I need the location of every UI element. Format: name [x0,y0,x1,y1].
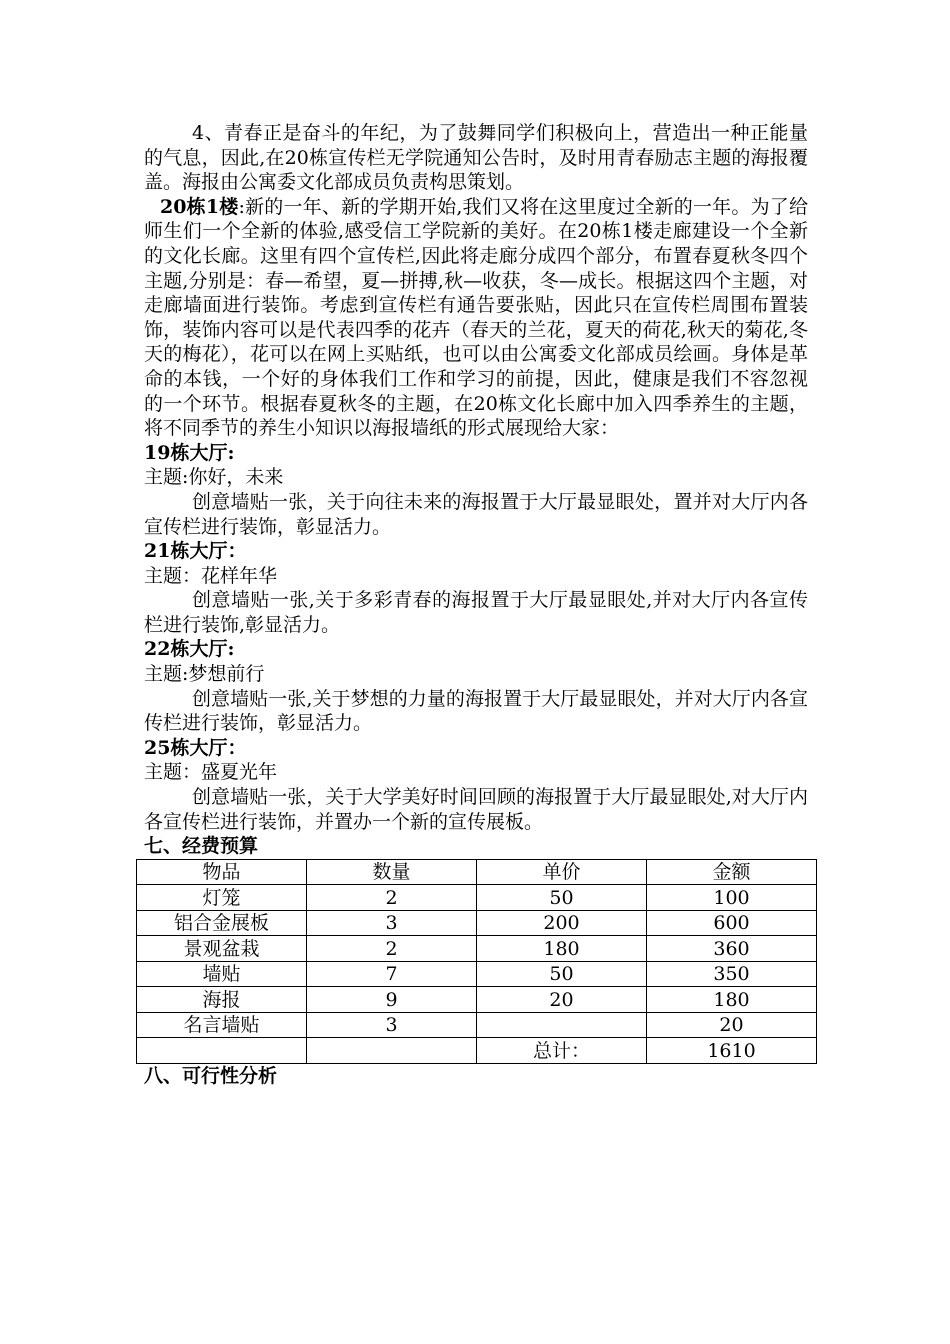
table-cell: 3 [307,910,477,936]
hall-22-desc: 创意墙贴一张,关于梦想的力量的海报置于大厅最显眼处，并对大厅内各宣传栏进行装饰，彰显活力。 [144,687,808,735]
table-row [137,936,817,962]
table-row [137,885,817,911]
table-row [137,910,817,936]
building-20-text: :新的一年、新的学期开始,我们又将在这里度过全新的一年。为了给师生们一个全新的体验,感受信工学院新的美好。在20栋1楼走廊建设一个全新的文化长廊。这里有四个宣传栏,因此将走廊分成四个部分，布置春夏秋冬四个主题,分别是：春—希望，夏—拼搏,秋—收获，冬—成长。根据这四个主题，对走廊墙面进行装饰。考虑到宣传栏有通告要张贴，因此只在宣传栏周围布置装饰，装饰内容可以是代表四季的花卉（春天的兰花，夏天的荷花,秋天的菊花,冬天的梅花），花可以在网上买贴纸，也可以由公寓委文化部成员绘画。身体是革命的本钱，一个好的身体我们工作和学习的前提，因此，健康是我们不容忽视的一个环节。根据春夏秋冬的主题，在20栋文化长廊中加入四季养生的主题，将不同季节的养生小知识以海报墙纸的形式展现给大家： [144,195,808,440]
table-cell: 600 [647,910,817,936]
table-cell: 3 [307,1012,477,1038]
table-cell: 名言墙贴 [137,1012,307,1038]
table-cell: 2 [307,936,477,962]
feasibility-section-title: 八、可行性分析 [144,1064,278,1087]
building-20-paragraph [144,195,808,441]
hall-19-title: 19栋大厅: [144,441,235,464]
paragraph-4: 4、青春正是奋斗的年纪，为了鼓舞同学们积极向上，营造出一种正能量的气息，因此,在20栋宣传栏无学院通知公告时，及时用青春励志主题的海报覆盖。海报由公寓委文化部成员负责构思策划。 [144,122,808,194]
table-cell: 20 [647,1012,817,1038]
table-cell [137,1038,307,1064]
table-cell: 180 [477,936,647,962]
table-cell: 海报 [137,987,307,1013]
table-header-cell: 金额 [647,859,817,885]
hall-25-theme: 主题：盛夏光年 [144,761,278,784]
hall-22-theme: 主题:梦想前行 [144,663,265,686]
document-body [144,121,808,1088]
table-cell [477,1012,647,1038]
total-label: 总计： [477,1038,647,1064]
hall-22-title: 22栋大厅: [144,638,235,661]
hall-21-title: 21栋大厅： [144,540,247,563]
hall-25-desc: 创意墙贴一张，关于大学美好时间回顾的海报置于大厅最显眼处,对大厅内各宣传栏进行装饰，并置办一个新的宣传展板。 [144,786,808,833]
table-cell: 100 [647,885,817,911]
table-row [137,1012,817,1038]
table-row [137,987,817,1013]
table-header-cell: 单价 [477,859,647,885]
table-header-row [137,859,817,885]
table-cell: 7 [307,961,477,987]
table-cell: 50 [477,961,647,987]
hall-25-title: 25栋大厅： [144,736,247,759]
table-cell: 景观盆栽 [137,936,307,962]
table-cell: 铝合金展板 [137,910,307,936]
table-cell: 350 [647,961,817,987]
table-cell: 灯笼 [137,885,307,911]
hall-19-desc: 创意墙贴一张，关于向往未来的海报置于大厅最显眼处，置并对大厅内各宣传栏进行装饰，彰显活力。 [144,490,808,538]
table-cell: 墙贴 [137,961,307,987]
table-cell: 9 [307,987,477,1013]
table-header-cell: 数量 [307,859,477,885]
table-cell: 180 [647,987,817,1013]
hall-19-theme: 主题:你好，未来 [144,466,284,489]
table-header-cell: 物品 [137,859,307,885]
table-cell: 200 [477,910,647,936]
table-total-row [137,1038,817,1064]
total-value: 1610 [647,1038,817,1064]
hall-21-theme: 主题：花样年华 [144,564,278,587]
table-cell [307,1038,477,1064]
table-cell: 50 [477,885,647,911]
table-row [137,961,817,987]
table-cell: 20 [477,987,647,1013]
building-20-label: 20栋1楼 [160,195,239,218]
hall-21-desc: 创意墙贴一张,关于多彩青春的海报置于大厅最显眼处,并对大厅内各宣传栏进行装饰,彰显活力。 [144,589,808,636]
table-cell: 2 [307,885,477,911]
table-cell: 360 [647,936,817,962]
budget-table [136,859,817,1064]
budget-section-title: 七、经费预算 [144,835,259,858]
